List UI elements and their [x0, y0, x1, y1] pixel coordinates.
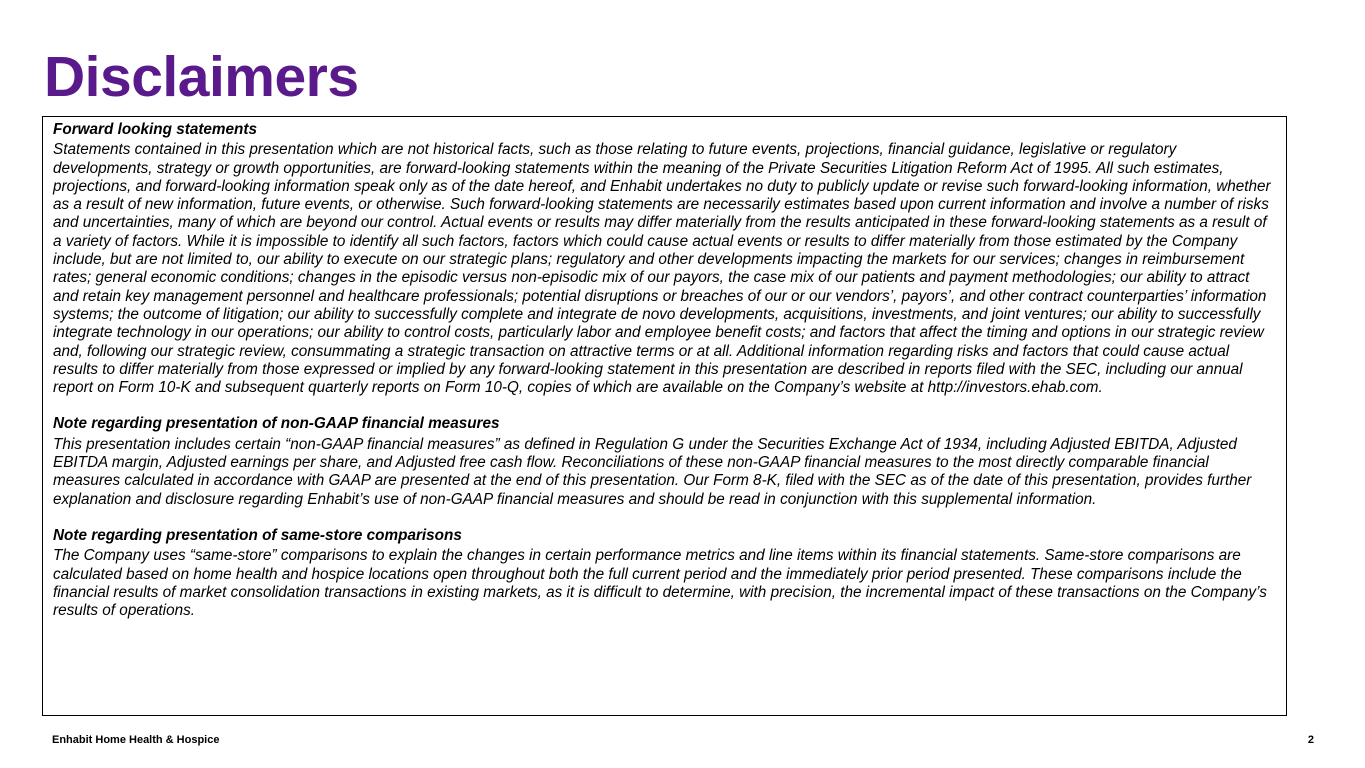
page-number: 2: [1307, 734, 1314, 746]
non-gaap-section: [53, 415, 1276, 508]
same-store-heading: Note regarding presentation of same-store comparisons: [53, 526, 462, 544]
disclaimer-box: [42, 116, 1287, 716]
same-store-section: [53, 527, 1276, 620]
forward-looking-heading: Forward looking statements: [53, 121, 257, 138]
slide-title: Disclaimers: [44, 45, 359, 109]
forward-looking-section: [53, 121, 1276, 397]
non-gaap-heading: Note regarding presentation of non-GAAP financial measures: [53, 415, 500, 433]
same-store-body: The Company uses “same-store” comparisons to explain the changes in certain performance metrics and line items within its financial statements. Same-store comparisons are calculated based on home health and hospice locations open throughout both the full current period and the immediately prior period presented. These comparisons include the financial results of market consolidation transactions in existing markets, as it is difficult to determine, with precision, the incremental impact of these transactions on the Company’s results of operations.: [53, 547, 1267, 620]
footer-company: Enhabit Home Health & Hospice: [52, 734, 220, 746]
non-gaap-body: This presentation includes certain “non-GAAP financial measures” as defined in Regulation G under the Securities Exchange Act of 1934, including Adjusted EBITDA, Adjusted EBITDA margin, Adjusted earnings per share, and Adjusted free cash flow. Reconciliations of these non-GAAP financial measures to the most directly comparable financial measures calculated in accordance with GAAP are presented at the end of this presentation. Our Form 8-K, filed with the SEC as of the date of this presentation, provides further explanation and disclosure regarding Enhabit’s use of non-GAAP financial measures and should be read in conjunction with this supplemental information.: [53, 435, 1252, 508]
forward-looking-body: Statements contained in this presentation which are not historical facts, such as those relating to future events, projections, financial guidance, legislative or regulatory developments, strategy or growth opportunities, are forward-looking statements within the meaning of the Private Securities Litigation Reform Act of 1995. All such estimates, projections, and forward-looking information speak only as of the date hereof, and Enhabit undertakes no duty to publicly update or revise such forward-looking information, whether as a result of new information, future events, or otherwise. Such forward-looking statements are necessarily estimates based upon current information and involve a number of risks and uncertainties, many of which are beyond our control. Actual events or results may differ materially from the results anticipated in these forward-looking statements as a result of a variety of factors. While it is impossible to identify all such factors, factors which could cause actual events or results to differ materially from those estimated by the Company include, but are not limited to, our ability to execute on our strategic plans; regulatory and other developments impacting the markets for our services; changes in reimbursement rates; general economic conditions; changes in the episodic versus non-episodic mix of our payors, the case mix of our patients and payment methodologies; our ability to attract and retain key management personnel and healthcare professionals; potential disruptions or breaches of our or our vendors’, payors’, and other contract counterparties’ information systems; the outcome of litigation; our ability to successfully complete and integrate de novo developments, acquisitions, investments, and joint ventures; our ability to successfully integrate technology in our operations; our ability to control costs, particularly labor and employee benefit costs; and factors that affect the timing and options in our strategic review and, following our strategic review, consummating a strategic transaction on attractive terms or at all. Additional information regarding risks and factors that could cause actual results to differ materially from those expressed or implied by any forward-looking statement in this presentation are described in reports filed with the SEC, including our annual report on Form 10-K and subsequent quarterly reports on Form 10-Q, copies of which are available on the Company’s website at http://investors.ehab.com.: [53, 141, 1271, 397]
